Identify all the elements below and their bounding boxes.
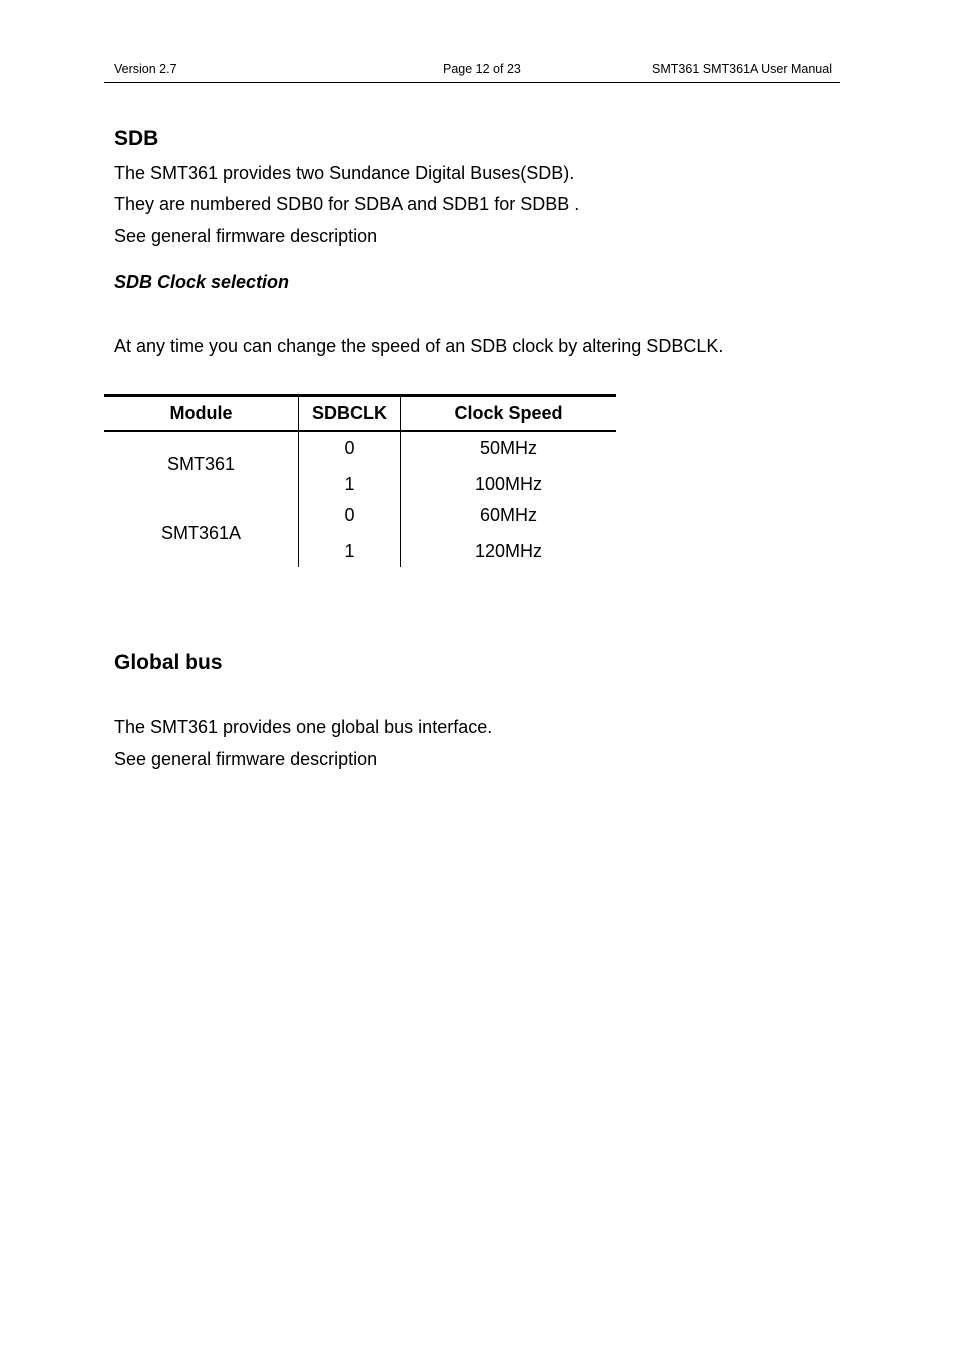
clock-description: At any time you can change the speed of an SDB clock by altering SDBCLK.: [114, 336, 724, 356]
column-header-module: Module: [169, 403, 233, 423]
sdbclk-cell: 1: [344, 474, 355, 494]
global-bus-heading: Global bus: [114, 651, 223, 674]
clock-selection-heading: SDB Clock selection: [114, 272, 290, 292]
sdbclk-cell: 0: [344, 438, 355, 458]
column-header-clock-speed: Clock Speed: [454, 403, 563, 423]
module-cell: SMT361: [166, 454, 236, 474]
column-header-sdbclk: SDBCLK: [312, 403, 387, 423]
clock-speed-cell: 100MHz: [474, 474, 543, 494]
table-header-rule: [104, 430, 616, 432]
clock-speed-table: [104, 394, 616, 568]
manual-title: SMT361 SMT361A User Manual: [652, 62, 832, 76]
page-header: [104, 62, 840, 83]
version-label: Version 2.7: [114, 62, 177, 76]
sdb-line-1: The SMT361 provides two Sundance Digital Buses(SDB).: [114, 163, 575, 183]
clock-speed-cell: 60MHz: [479, 505, 537, 525]
clock-speed-cell: 120MHz: [474, 541, 543, 561]
module-cell: SMT361A: [160, 523, 242, 543]
global-bus-line-1: The SMT361 provides one global bus interface.: [114, 717, 493, 737]
sdbclk-cell: 0: [344, 505, 355, 525]
global-bus-line-2: See general firmware description: [114, 749, 378, 769]
sdb-line-3: See general firmware description: [114, 226, 378, 246]
sdbclk-cell: 1: [344, 541, 355, 561]
clock-speed-cell: 50MHz: [479, 438, 537, 458]
table-top-rule: [104, 394, 616, 397]
sdb-heading: SDB: [114, 127, 159, 150]
sdb-line-2: They are numbered SDB0 for SDBA and SDB1 for SDBB .: [114, 194, 580, 214]
page-number: Page 12 of 23: [443, 62, 521, 76]
